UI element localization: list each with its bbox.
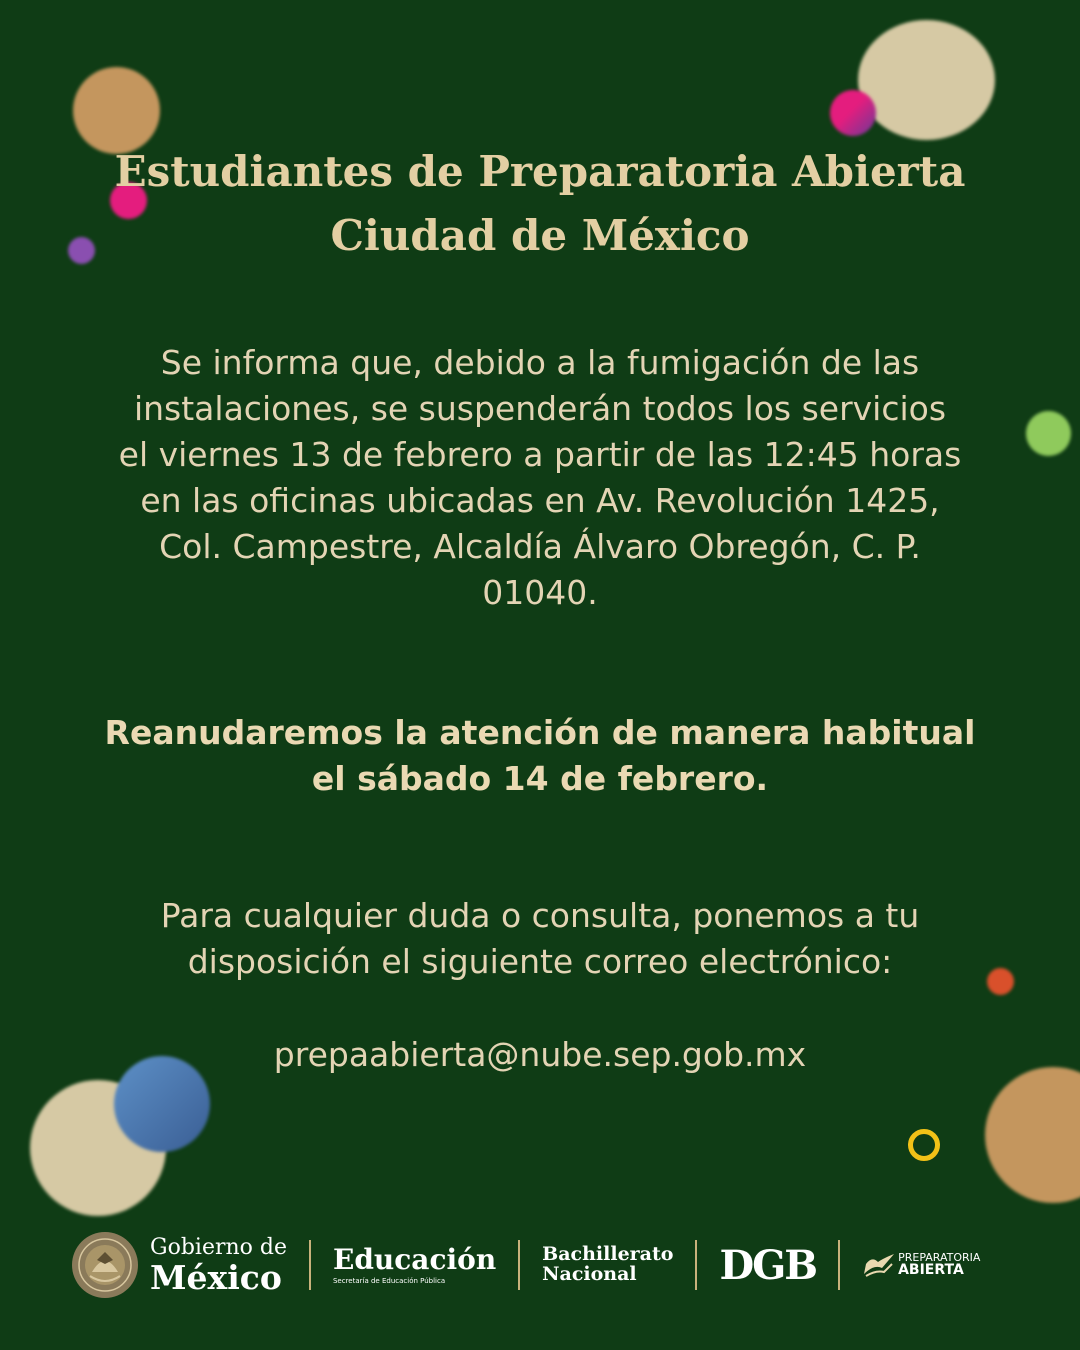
- gobierno-de-mexico-logo: [70, 1230, 287, 1300]
- bachillerato-nacional-logo: [542, 1245, 673, 1285]
- notice-line: Se informa que, debido a la fumigación de las: [160, 343, 920, 382]
- decor-circle-beige-top-right: [858, 20, 995, 140]
- bachillerato-line-1: Bachillerato: [542, 1243, 674, 1266]
- educacion-text: Educación: [332, 1242, 497, 1276]
- decor-circle-magenta-top-right: [830, 90, 876, 136]
- bachillerato-line-2: Nacional: [542, 1263, 637, 1285]
- title-line-2: Ciudad de México: [330, 211, 750, 260]
- educacion-logo: [332, 1242, 497, 1285]
- prepa-top-text: PREPARATORIA: [898, 1250, 981, 1264]
- book-icon: [862, 1250, 896, 1280]
- decor-circle-green-right: [1026, 411, 1071, 456]
- resume-line: el sábado 14 de febrero.: [311, 759, 769, 798]
- prepa-bottom-text: ABIERTA: [898, 1262, 964, 1279]
- footer-divider: [518, 1240, 520, 1290]
- decor-circle-orange-right: [987, 968, 1014, 995]
- contact-line: Para cualquier duda o consulta, ponemos a tu: [160, 896, 920, 935]
- notice-line: 01040.: [482, 573, 598, 612]
- preparatoria-abierta-logo: [862, 1250, 980, 1280]
- resume-line: Reanudaremos la atención de manera habitual: [104, 713, 976, 752]
- gobierno-small-text: Gobierno de: [150, 1234, 287, 1260]
- educacion-subtitle: Secretaría de Educación Pública: [332, 1276, 446, 1285]
- contact-paragraph: [90, 893, 990, 985]
- dgb-logo: DGB: [719, 1241, 817, 1289]
- footer-divider: [838, 1240, 840, 1290]
- footer-divider: [309, 1240, 311, 1290]
- notice-paragraph: [90, 340, 990, 616]
- footer-logos: [70, 1225, 1020, 1305]
- contact-line: disposición el siguiente correo electrónico:: [187, 942, 893, 981]
- contact-email-text[interactable]: prepaabierta@nube.sep.gob.mx: [273, 1035, 807, 1074]
- decor-ring-yellow: [908, 1129, 940, 1161]
- title-line-1: Estudiantes de Preparatoria Abierta: [114, 147, 966, 196]
- decor-circle-tan-bottom-right: [985, 1067, 1080, 1203]
- mexico-seal-icon: [70, 1230, 140, 1300]
- notice-line: Col. Campestre, Alcaldía Álvaro Obregón, C. P.: [159, 527, 921, 566]
- page-title: [60, 140, 1020, 268]
- notice-line: instalaciones, se suspenderán todos los servicios: [133, 389, 947, 428]
- footer-divider: [695, 1240, 697, 1290]
- resume-paragraph: [90, 710, 990, 802]
- notice-line: el viernes 13 de febrero a partir de las 12:45 horas: [118, 435, 962, 474]
- notice-line: en las oficinas ubicadas en Av. Revolución 1425,: [140, 481, 940, 520]
- contact-email[interactable]: [90, 1032, 990, 1078]
- gobierno-big-text: México: [150, 1257, 282, 1297]
